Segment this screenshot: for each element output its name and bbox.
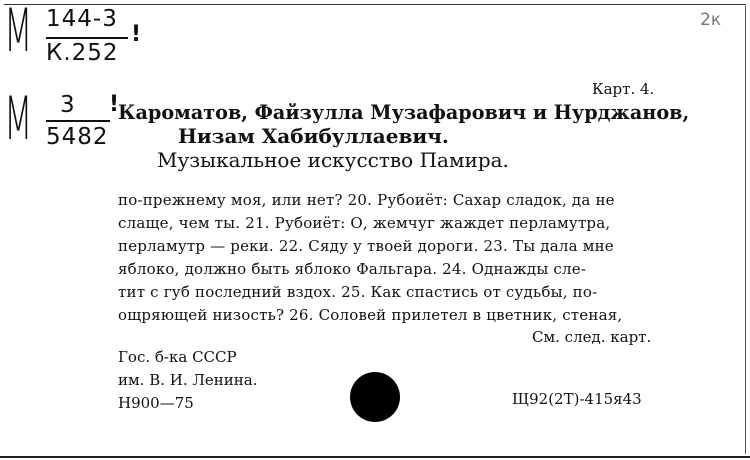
handwritten-letter-lower: М (4, 84, 33, 154)
body-line: тит с губ последний вздох. 25. Как спастись от судьбы, по- (118, 283, 598, 301)
library-line-3: Н900—75 (118, 394, 194, 412)
card-top-edge (4, 4, 746, 5)
handwritten-mark-upper: ! (131, 22, 142, 47)
corner-pencil-mark: 2к (700, 10, 722, 30)
handwritten-code-upper-top: 144-3 (46, 6, 118, 32)
author-line-1: Кароматов, Файзулла Музафарович и Нурджанов, (118, 100, 690, 124)
card-bottom-edge (0, 456, 750, 458)
handwritten-underline-upper (46, 37, 128, 39)
handwritten-code-upper-bottom: К.252 (46, 40, 119, 66)
author-line-2: Низам Хабибуллаевич. (178, 124, 449, 148)
handwritten-letter-upper: М (4, 0, 33, 66)
handwritten-code-lower-top: 3 (60, 92, 76, 118)
body-line: ощряющей низость? 26. Соловей прилетел в цветник, стеная, (118, 306, 623, 324)
library-line-1: Гос. б-ка СССР (118, 348, 237, 366)
handwritten-mark-lower: ! (109, 92, 120, 117)
card-right-edge (745, 6, 746, 454)
shelfmark: Щ92(2Т)-415я43 (512, 390, 642, 408)
see-next-card: См. след. карт. (532, 328, 652, 346)
card-number: Карт. 4. (592, 80, 655, 98)
body-line: по-прежнему моя, или нет? 20. Рубоиёт: Сахар сладок, да не (118, 191, 615, 209)
body-line: яблоко, должно быть яблоко Фальгара. 24. Однажды сле- (118, 260, 587, 278)
handwritten-underline-lower (46, 120, 110, 122)
body-line: слаще, чем ты. 21. Рубоиёт: О, жемчуг жаждет перламутра, (118, 214, 611, 232)
punch-hole (350, 372, 400, 422)
book-title: Музыкальное искусство Памира. (157, 148, 509, 172)
body-line: перламутр — реки. 22. Сяду у твоей дороги. 23. Ты дала мне (118, 237, 614, 255)
handwritten-code-lower-bottom: 5482 (46, 124, 109, 150)
library-line-2: им. В. И. Ленина. (118, 371, 258, 389)
